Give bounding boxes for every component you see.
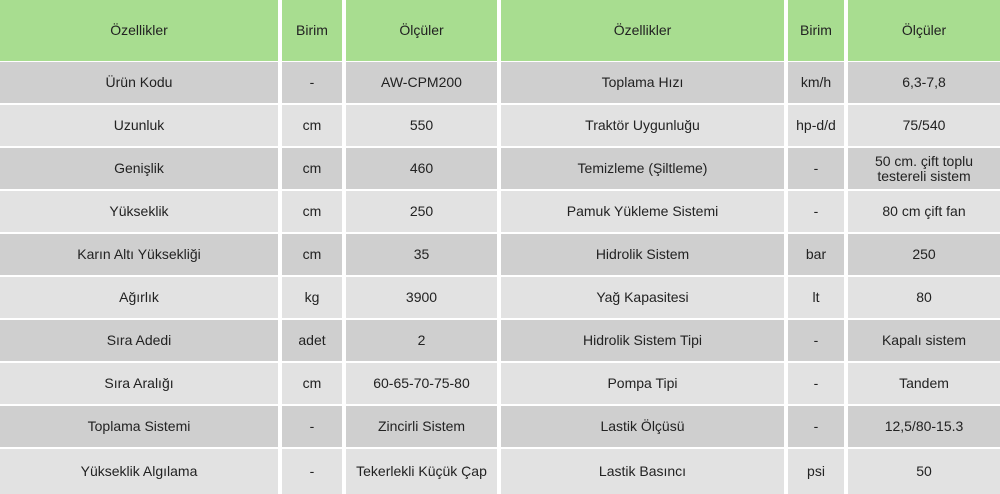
- table-row: [0, 449, 1000, 494]
- table-cell: bar: [788, 234, 844, 275]
- table-row: [0, 406, 1000, 447]
- table-cell: 250: [848, 234, 1000, 275]
- table-cell: 75/540: [848, 105, 1000, 146]
- table-cell: kg: [282, 277, 342, 318]
- table-cell: Toplama Hızı: [501, 62, 784, 103]
- table-cell: cm: [282, 234, 342, 275]
- table-cell: Yükseklik: [0, 191, 278, 232]
- header-cell: Ölçüler: [848, 0, 1000, 61]
- table-row: [0, 191, 1000, 232]
- header-cell: Özellikler: [501, 0, 784, 61]
- table-cell: Tekerlekli Küçük Çap: [346, 449, 497, 494]
- table-cell: Hidrolik Sistem: [501, 234, 784, 275]
- table-cell: 80 cm çift fan: [848, 191, 1000, 232]
- table-cell: Yükseklik Algılama: [0, 449, 278, 494]
- table-cell: Ağırlık: [0, 277, 278, 318]
- table-cell: Uzunluk: [0, 105, 278, 146]
- table-row: [0, 148, 1000, 189]
- table-cell: cm: [282, 148, 342, 189]
- table-cell: km/h: [788, 62, 844, 103]
- table-cell: Tandem: [848, 363, 1000, 404]
- header-cell: Ölçüler: [346, 0, 497, 61]
- table-cell: Pompa Tipi: [501, 363, 784, 404]
- header-cell: Birim: [788, 0, 844, 61]
- table-row: [0, 320, 1000, 361]
- table-cell: cm: [282, 105, 342, 146]
- table-cell: -: [282, 449, 342, 494]
- table-cell: Yağ Kapasitesi: [501, 277, 784, 318]
- table-row: [0, 62, 1000, 103]
- table-cell: 550: [346, 105, 497, 146]
- table-cell: 50 cm. çift toplu testereli sistem: [848, 148, 1000, 189]
- table-cell: adet: [282, 320, 342, 361]
- table-row: [0, 277, 1000, 318]
- table-row: [0, 105, 1000, 146]
- table-cell: Sıra Adedi: [0, 320, 278, 361]
- table-cell: 80: [848, 277, 1000, 318]
- table-cell: cm: [282, 191, 342, 232]
- table-cell: -: [788, 320, 844, 361]
- table-cell: -: [788, 406, 844, 447]
- table-cell: Traktör Uygunluğu: [501, 105, 784, 146]
- table-cell: 250: [346, 191, 497, 232]
- table-header: [0, 0, 1000, 61]
- table-cell: Zincirli Sistem: [346, 406, 497, 447]
- table-cell: 60-65-70-75-80: [346, 363, 497, 404]
- header-cell: Birim: [282, 0, 342, 61]
- table-row: [0, 234, 1000, 275]
- table-cell: 12,5/80-15.3: [848, 406, 1000, 447]
- table-cell: -: [788, 148, 844, 189]
- table-cell: 6,3-7,8: [848, 62, 1000, 103]
- table-cell: Temizleme (Şiltleme): [501, 148, 784, 189]
- table-cell: Lastik Basıncı: [501, 449, 784, 494]
- table-cell: 2: [346, 320, 497, 361]
- table-cell: Lastik Ölçüsü: [501, 406, 784, 447]
- header-cell: Özellikler: [0, 0, 278, 61]
- table-cell: Hidrolik Sistem Tipi: [501, 320, 784, 361]
- table-cell: Ürün Kodu: [0, 62, 278, 103]
- table-row: [0, 363, 1000, 404]
- table-cell: Kapalı sistem: [848, 320, 1000, 361]
- table-cell: AW-CPM200: [346, 62, 497, 103]
- table-cell: 3900: [346, 277, 497, 318]
- table-cell: 35: [346, 234, 497, 275]
- table-cell: lt: [788, 277, 844, 318]
- table-cell: cm: [282, 363, 342, 404]
- table-cell: Pamuk Yükleme Sistemi: [501, 191, 784, 232]
- table-cell: -: [788, 363, 844, 404]
- table-cell: -: [282, 62, 342, 103]
- table-cell: Sıra Aralığı: [0, 363, 278, 404]
- table-cell: 50: [848, 449, 1000, 494]
- table-cell: Toplama Sistemi: [0, 406, 278, 447]
- table-cell: -: [788, 191, 844, 232]
- table-cell: Karın Altı Yüksekliği: [0, 234, 278, 275]
- table-cell: hp-d/d: [788, 105, 844, 146]
- table-cell: psi: [788, 449, 844, 494]
- table-cell: -: [282, 406, 342, 447]
- table-cell: Genişlik: [0, 148, 278, 189]
- table-cell: 460: [346, 148, 497, 189]
